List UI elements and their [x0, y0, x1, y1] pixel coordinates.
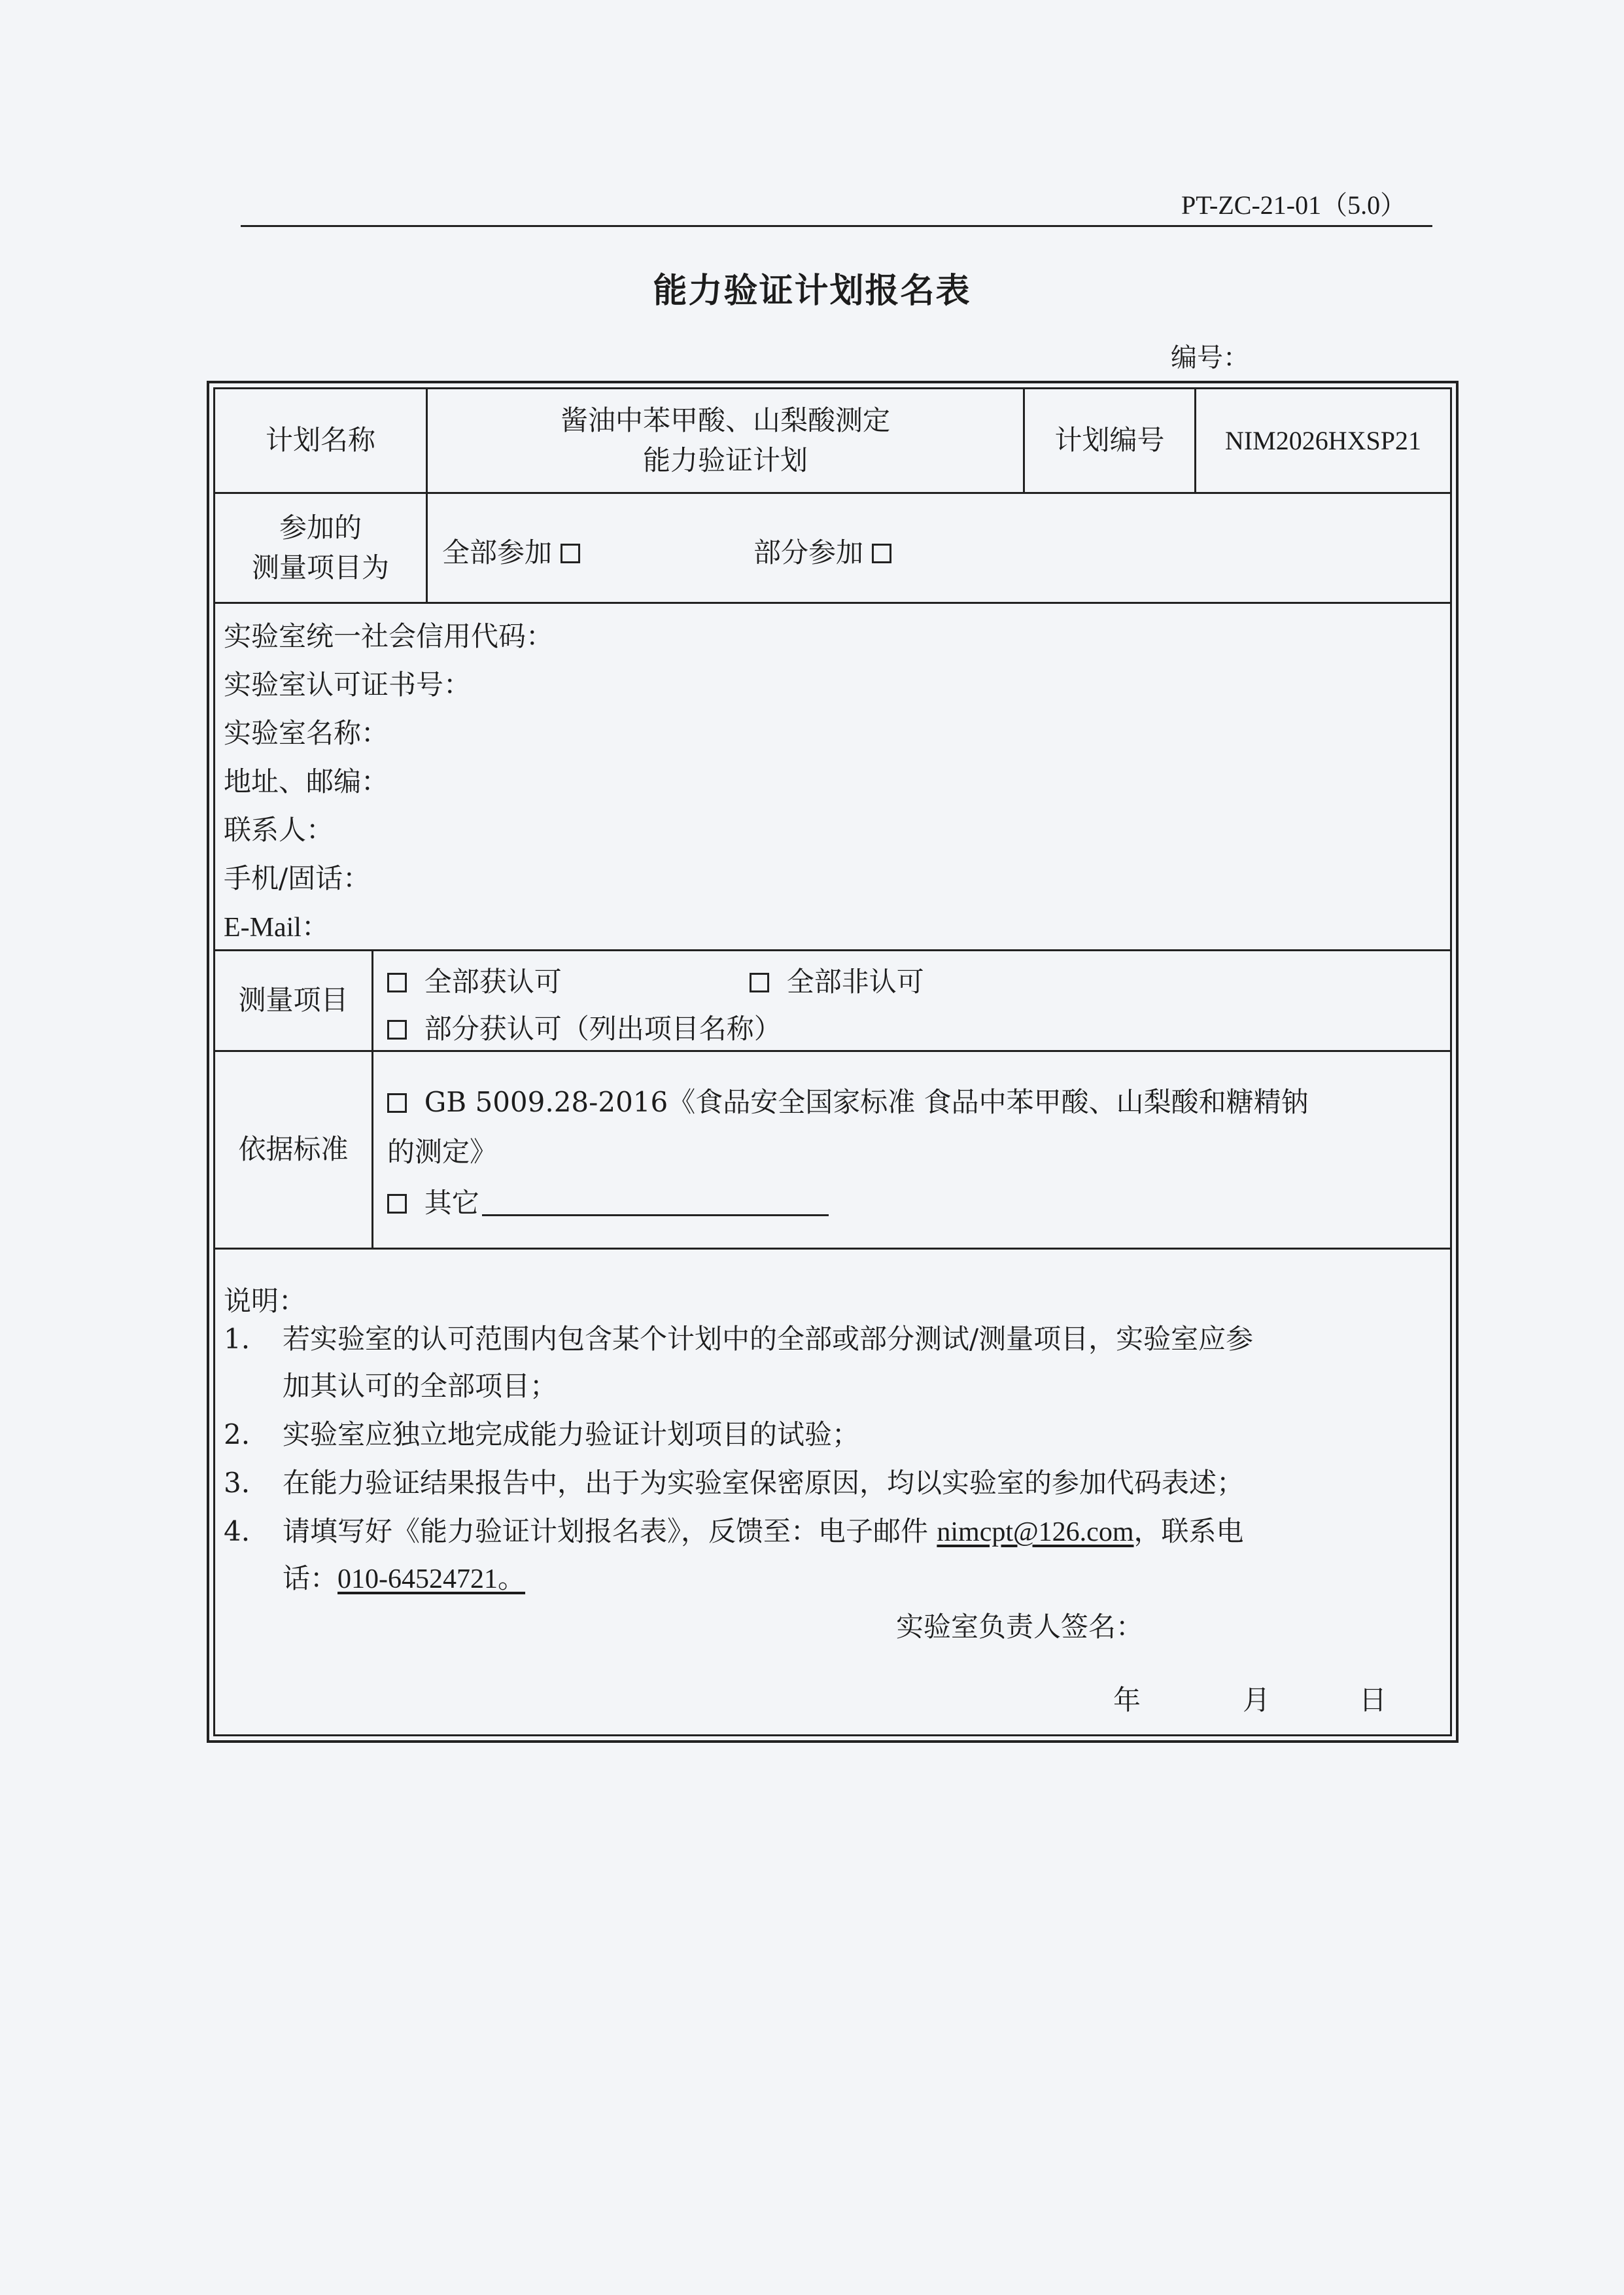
other-standard-checkbox[interactable]: [387, 1194, 407, 1214]
notes-title: 说明：: [224, 1285, 307, 1317]
contact-email-link[interactable]: nimcpt@126.com: [937, 1517, 1134, 1547]
header-divider: [241, 225, 1432, 227]
gb-standard-option[interactable]: GB 5009.28-2016《食品安全国家标准 食品中苯甲酸、山梨酸和糖精钠: [387, 1081, 1309, 1120]
contact-phone: 010-64524721。: [337, 1564, 526, 1594]
row-divider: [213, 1248, 1452, 1250]
plan-code-label: 计划编号: [1054, 424, 1165, 457]
plan-name-value: [428, 389, 1023, 492]
column-divider: [371, 949, 373, 1248]
standard-label: 依据标准: [238, 1133, 349, 1166]
date-year-label: 年: [1113, 1684, 1141, 1716]
participate-part-option[interactable]: 部分参加: [753, 531, 891, 570]
signature-field[interactable]: 实验室负责人签名：: [896, 1611, 1144, 1643]
note-item-cont: 话：010-64524721。: [283, 1562, 526, 1594]
lab-name-field[interactable]: 实验室名称：: [224, 717, 389, 749]
participate-part-checkbox[interactable]: [872, 544, 891, 563]
row-divider: [213, 1050, 1452, 1052]
document-code: PT-ZC-21-01（5.0）: [1181, 190, 1407, 220]
note-item: 1. 若实验室的认可范围内包含某个计划中的全部或部分测试/测量项目，实验室应参: [224, 1323, 1254, 1355]
plan-name-label: 计划名称: [265, 424, 375, 457]
partial-accredited-checkbox[interactable]: [387, 1020, 407, 1040]
row-divider: [213, 602, 1452, 604]
partial-accredited-option[interactable]: 部分获认可（列出项目名称）: [387, 1007, 782, 1047]
page-title: 能力验证计划报名表: [653, 271, 971, 311]
phone-field[interactable]: 手机/固话：: [224, 862, 371, 894]
note-item: 4. 请填写好《能力验证计划报名表》，反馈至：电子邮件 nimcpt@126.com，联系电: [224, 1515, 1244, 1547]
plan-name-line: 酱油中苯甲酸、山梨酸测定: [560, 404, 890, 436]
serial-number-label: 编号：: [1171, 343, 1249, 373]
email-field[interactable]: E-Mail：: [224, 913, 329, 943]
all-accredited-option[interactable]: 全部获认可: [387, 960, 562, 1000]
gb-standard-checkbox[interactable]: [387, 1093, 407, 1113]
lab-cert-number-field[interactable]: 实验室认可证书号：: [224, 669, 472, 701]
all-non-accredited-option[interactable]: 全部非认可: [750, 960, 924, 1000]
participation-label: 参加的 测量项目为: [251, 511, 389, 584]
measure-items-label: 测量项目: [238, 984, 349, 1017]
contact-person-field[interactable]: 联系人：: [224, 814, 334, 846]
participate-all-checkbox[interactable]: [561, 544, 580, 563]
participate-all-option[interactable]: 全部参加: [442, 531, 580, 570]
gb-standard-line2: 的测定》: [387, 1136, 498, 1168]
note-item: 2. 实验室应独立地完成能力验证计划项目的试验；: [224, 1418, 860, 1450]
row-divider: [213, 949, 1452, 951]
plan-name-line: 能力验证计划: [642, 444, 808, 476]
date-month-label: 月: [1243, 1684, 1271, 1716]
other-standard-option[interactable]: 其它: [387, 1182, 829, 1221]
address-postcode-field[interactable]: 地址、邮编：: [224, 765, 389, 797]
all-non-accredited-checkbox[interactable]: [750, 973, 769, 992]
other-standard-input[interactable]: [482, 1188, 829, 1216]
note-item-cont: 加其认可的全部项目；: [283, 1370, 558, 1402]
date-day-label: 日: [1359, 1684, 1387, 1716]
all-accredited-checkbox[interactable]: [387, 973, 407, 992]
plan-code-value: NIM2026HXSP21: [1224, 425, 1422, 455]
lab-credit-code-field[interactable]: 实验室统一社会信用代码：: [224, 620, 554, 652]
note-item: 3. 在能力验证结果报告中，出于为实验室保密原因，均以实验室的参加代码表述；: [224, 1467, 1245, 1499]
